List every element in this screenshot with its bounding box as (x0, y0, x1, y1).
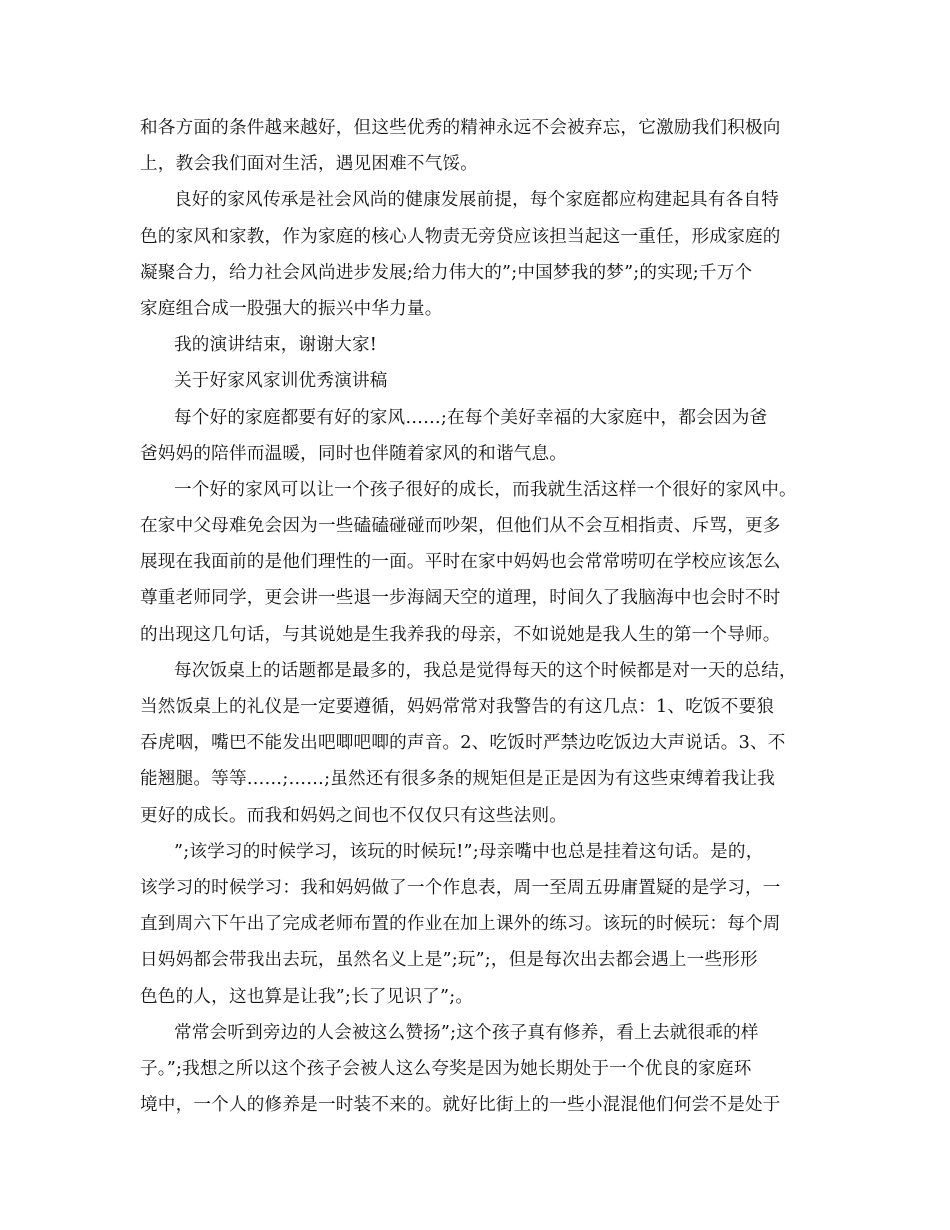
document-body (140, 110, 815, 1123)
text-line: 每个好的家庭都要有好的家风……;在每个美好幸福的大家庭中，都会因为爸 (174, 407, 768, 428)
text-line: 在家中父母难免会因为一些磕磕碰碰而吵架，但他们从不会互相指责、斥骂，更多 (140, 516, 781, 537)
text-line: 家庭组合成一股强大的振兴中华力量。 (140, 298, 443, 319)
text-line: 色色的人，这也算是让我”;长了见识了”;。 (140, 986, 474, 1007)
text-line: 直到周六下午出了完成老师布置的作业在加上课外的练习。该玩的时候玩：每个周 (140, 914, 781, 935)
text-line: 子。”;我想之所以这个孩子会被人这么夸奖是因为她长期处于一个优良的家庭环 (140, 1058, 752, 1079)
paragraph (140, 363, 815, 399)
text-line: 每次饭桌上的话题都是最多的，我总是觉得每天的这个时候都是对一天的总结， (174, 660, 797, 681)
text-line: 该学习的时候学习：我和妈妈做了一个作息表，周一至周五毋庸置疑的是学习，一 (140, 877, 781, 898)
text-line: 吞虎咽，嘴巴不能发出吧唧吧唧的声音。2、吃饭时严禁边吃饭边大声说话。3、不 (140, 733, 786, 754)
text-line: 境中，一个人的修养是一时装不来的。就好比街上的一些小混混他们何尝不是处于 (140, 1095, 781, 1116)
text-line: 上，教会我们面对生活，遇见困难不气馁。 (140, 154, 479, 175)
text-line: 和各方面的条件越来越好，但这些优秀的精神永远不会被弃忘，它激励我们积极向 (140, 118, 781, 138)
text-line: ”;该学习的时候学习，该玩的时候玩!”;母亲嘴中也总是挂着这句话。是的， (174, 841, 764, 862)
text-line: 当然饭桌上的礼仪是一定要遵循，妈妈常常对我警告的有这几点：1、吃饭不要狼 (140, 697, 775, 717)
text-line: 关于好家风家训优秀演讲稿 (174, 371, 388, 392)
paragraph (140, 327, 815, 363)
paragraph (140, 834, 815, 1015)
text-line: 一个好的家风可以让一个孩子很好的成长，而我就生活这样一个很好的家风中。 (174, 479, 797, 500)
paragraph (140, 400, 815, 472)
text-line: 尊重老师同学，更会讲一些退一步海阔天空的道理，时间久了我脑海中也会时不时 (140, 588, 781, 609)
text-line: 展现在我面前的是他们理性的一面。平时在家中妈妈也会常常唠叨在学校应该怎么 (140, 552, 781, 573)
paragraph (140, 653, 815, 834)
text-line: 更好的成长。而我和妈妈之间也不仅仅只有这些法则。 (140, 805, 568, 826)
paragraph (140, 1015, 815, 1124)
text-line: 爸妈妈的陪伴而温暖，同时也伴随着家风的和谐气息。 (140, 443, 568, 464)
paragraph (140, 110, 815, 182)
text-line: 能翘腿。等等……;……;虽然还有很多条的规矩但是正是因为有这些束缚着我让我 (140, 769, 776, 790)
text-line: 日妈妈都会带我出去玩，虽然名义上是”;玩”;，但是每次出去都会遇上一些形形 (140, 950, 758, 971)
paragraph (140, 182, 815, 327)
text-line: 我的演讲结束，谢谢大家! (174, 335, 378, 356)
text-line: 的出现这几句话，与其说她是生我养我的母亲，不如说她是我人生的第一个导师。 (140, 624, 781, 645)
paragraph (140, 472, 815, 653)
text-line: 凝聚合力，给力社会风尚进步发展;给力伟大的”;中国梦我的梦”;的实现;千万个 (140, 262, 753, 283)
text-line: 色的家风和家教，作为家庭的核心人物责无旁贷应该担当起这一重任，形成家庭的 (140, 226, 781, 247)
text-line: 良好的家风传承是社会风尚的健康发展前提，每个家庭都应构建起具有各自特 (174, 190, 779, 211)
text-line: 常常会听到旁边的人会被这么赞扬”;这个孩子真有修养，看上去就很乖的样 (174, 1022, 759, 1043)
